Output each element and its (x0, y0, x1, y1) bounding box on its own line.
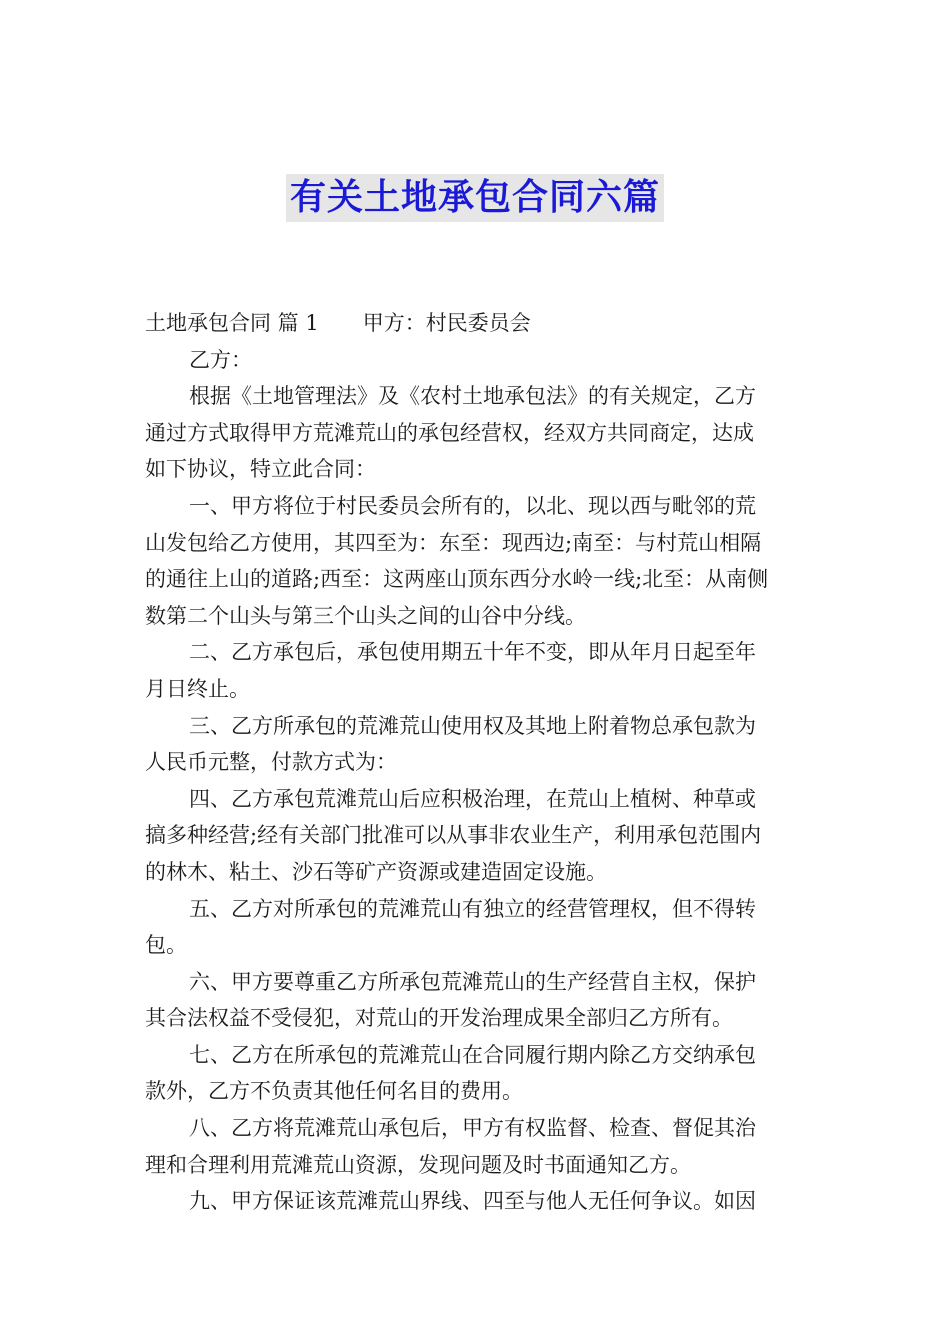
title-container (0, 174, 950, 222)
text-line: 的林木、粘土、沙石等矿产资源或建造固定设施。 (145, 859, 607, 884)
text-line: 月日终止。 (145, 676, 250, 701)
text-line: 其合法权益不受侵犯，对荒山的开发治理成果全部归乙方所有。 (145, 1006, 733, 1031)
text-line: 人民币元整，付款方式为： (145, 750, 397, 775)
document-title: 有关土地承包合同六篇 (286, 174, 664, 222)
text-line: 数第二个山头与第三个山头之间的山谷中分线。 (145, 603, 586, 628)
text-line: 六、甲方要尊重乙方所承包荒滩荒山的生产经营自主权，保护 (189, 969, 756, 994)
text-line: 山发包给乙方使用，其四至为：东至：现西边;南至：与村荒山相隔 (145, 530, 762, 555)
text-line: 二、乙方承包后，承包使用期五十年不变，即从年月日起至年 (189, 640, 756, 665)
text-line: 一、甲方将位于村民委员会所有的，以北、现以西与毗邻的荒 (189, 493, 756, 518)
text-line: 通过方式取得甲方荒滩荒山的承包经营权，经双方共同商定，达成 (145, 420, 754, 445)
section-heading-line (145, 305, 807, 342)
text-line: 三、乙方所承包的荒滩荒山使用权及其地上附着物总承包款为 (189, 713, 756, 738)
text-line: 包。 (145, 933, 187, 958)
text-line: 五、乙方对所承包的荒滩荒山有独立的经营管理权，但不得转 (189, 896, 756, 921)
party-a-label: 甲方：村民委员会 (362, 311, 531, 335)
text-line: 根据《土地管理法》及《农村土地承包法》的有关规定，乙方 (189, 384, 756, 409)
text-line: 乙方： (189, 347, 252, 372)
paragraph-lines (145, 342, 807, 1220)
text-line: 如下协议，特立此合同： (145, 457, 376, 482)
text-line: 四、乙方承包荒滩荒山后应积极治理，在荒山上植树、种草或 (189, 786, 756, 811)
section-heading: 土地承包合同 篇 1 (145, 311, 319, 335)
text-line: 七、乙方在所承包的荒滩荒山在合同履行期内除乙方交纳承包 (189, 1042, 756, 1067)
text-line: 的通往上山的道路;西至：这两座山顶东西分水岭一线;北至：从南侧 (145, 567, 769, 592)
text-line: 搞多种经营;经有关部门批准可以从事非农业生产，利用承包范围内 (145, 823, 762, 848)
document-body (145, 305, 807, 1220)
text-line: 理和合理利用荒滩荒山资源，发现问题及时书面通知乙方。 (145, 1152, 691, 1177)
text-line: 九、甲方保证该荒滩荒山界线、四至与他人无任何争议。如因 (189, 1189, 756, 1214)
text-line: 八、乙方将荒滩荒山承包后，甲方有权监督、检查、督促其治 (189, 1116, 756, 1141)
text-line: 款外，乙方不负责其他任何名目的费用。 (145, 1079, 523, 1104)
